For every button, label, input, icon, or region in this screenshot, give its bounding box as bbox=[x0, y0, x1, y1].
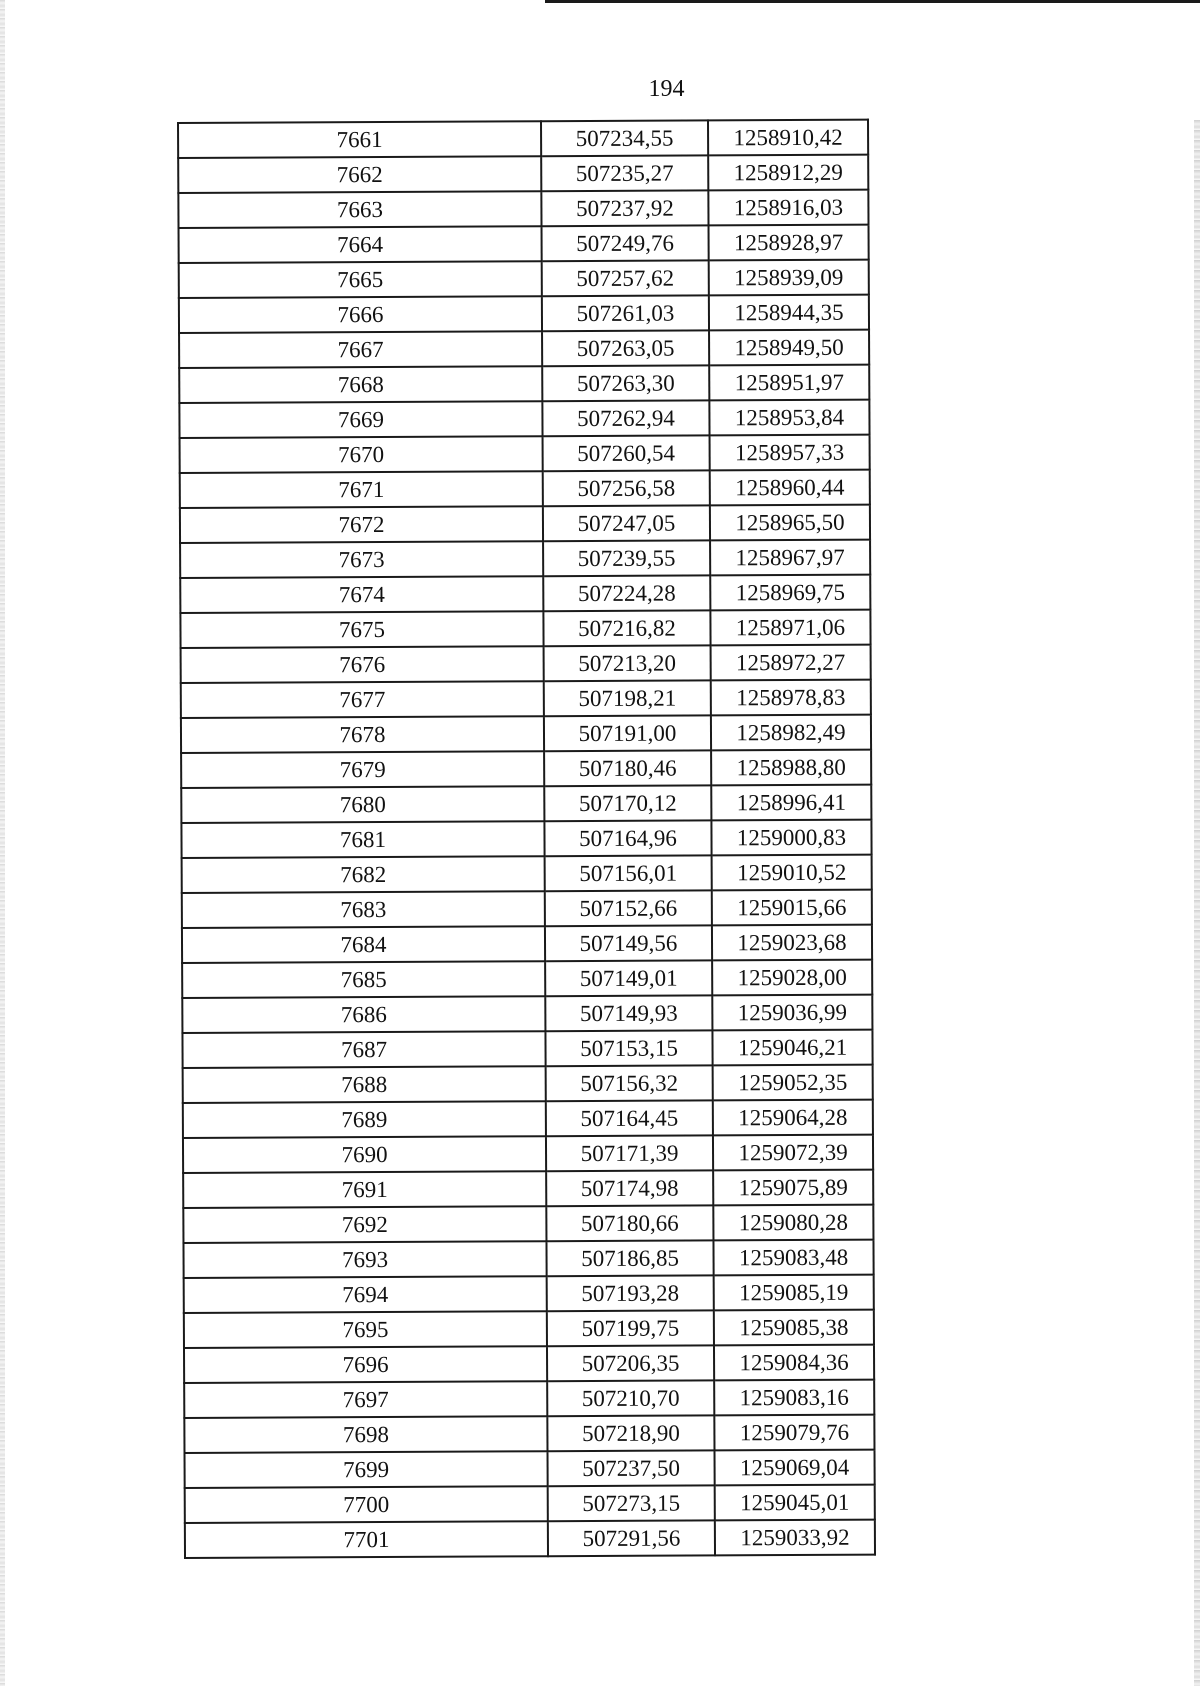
point-number-cell: 7677 bbox=[181, 681, 544, 718]
point-number-cell: 7668 bbox=[179, 366, 542, 403]
table-row bbox=[182, 1030, 872, 1068]
point-number-cell: 7673 bbox=[180, 541, 543, 578]
point-number-cell: 7695 bbox=[184, 1311, 547, 1348]
x-coordinate-cell: 507198,21 bbox=[544, 680, 711, 716]
y-coordinate-cell: 1259075,89 bbox=[713, 1170, 873, 1206]
point-number-cell: 7697 bbox=[184, 1381, 547, 1418]
table-row bbox=[185, 1520, 875, 1558]
table-row bbox=[183, 1100, 873, 1138]
point-number-cell: 7701 bbox=[185, 1521, 548, 1558]
y-coordinate-cell: 1259080,28 bbox=[713, 1205, 873, 1241]
point-number-cell: 7685 bbox=[182, 961, 545, 998]
y-coordinate-cell: 1259036,99 bbox=[712, 995, 872, 1031]
y-coordinate-cell: 1259069,04 bbox=[714, 1450, 874, 1486]
point-number-cell: 7682 bbox=[182, 856, 545, 893]
x-coordinate-cell: 507171,39 bbox=[546, 1135, 713, 1171]
table-row bbox=[184, 1275, 874, 1313]
table-row bbox=[181, 680, 871, 718]
x-coordinate-cell: 507216,82 bbox=[543, 610, 710, 646]
y-coordinate-cell: 1258910,42 bbox=[708, 120, 868, 156]
table-row bbox=[179, 330, 869, 368]
table-row bbox=[180, 470, 870, 508]
x-coordinate-cell: 507237,92 bbox=[541, 190, 708, 226]
x-coordinate-cell: 507210,70 bbox=[547, 1380, 714, 1416]
point-number-cell: 7663 bbox=[178, 191, 541, 228]
point-number-cell: 7690 bbox=[183, 1136, 546, 1173]
y-coordinate-cell: 1259033,92 bbox=[715, 1520, 875, 1556]
point-number-cell: 7698 bbox=[184, 1416, 547, 1453]
table-row bbox=[180, 505, 870, 543]
table-row bbox=[184, 1310, 874, 1348]
point-number-cell: 7667 bbox=[179, 331, 542, 368]
y-coordinate-cell: 1258939,09 bbox=[709, 260, 869, 296]
point-number-cell: 7674 bbox=[180, 576, 543, 613]
x-coordinate-cell: 507257,62 bbox=[542, 260, 709, 296]
table-row bbox=[179, 295, 869, 333]
x-coordinate-cell: 507262,94 bbox=[542, 400, 709, 436]
table-row bbox=[178, 190, 868, 228]
y-coordinate-cell: 1259083,48 bbox=[713, 1240, 873, 1276]
x-coordinate-cell: 507156,32 bbox=[546, 1065, 713, 1101]
y-coordinate-cell: 1258944,35 bbox=[709, 295, 869, 331]
point-number-cell: 7699 bbox=[185, 1451, 548, 1488]
table-row bbox=[178, 120, 868, 158]
table-row bbox=[180, 540, 870, 578]
y-coordinate-cell: 1258928,97 bbox=[709, 225, 869, 261]
y-coordinate-cell: 1259015,66 bbox=[712, 890, 872, 926]
x-coordinate-cell: 507218,90 bbox=[547, 1415, 714, 1451]
table-row bbox=[179, 365, 869, 403]
point-number-cell: 7679 bbox=[181, 751, 544, 788]
point-number-cell: 7676 bbox=[181, 646, 544, 683]
y-coordinate-cell: 1258965,50 bbox=[710, 505, 870, 541]
y-coordinate-cell: 1258953,84 bbox=[709, 400, 869, 436]
y-coordinate-cell: 1258960,44 bbox=[710, 470, 870, 506]
y-coordinate-cell: 1259000,83 bbox=[711, 820, 871, 856]
x-coordinate-cell: 507180,46 bbox=[544, 750, 711, 786]
point-number-cell: 7696 bbox=[184, 1346, 547, 1383]
y-coordinate-cell: 1259023,68 bbox=[712, 925, 872, 961]
table-row bbox=[181, 785, 871, 823]
table-row bbox=[184, 1345, 874, 1383]
table-row bbox=[182, 855, 872, 893]
point-number-cell: 7686 bbox=[182, 996, 545, 1033]
x-coordinate-cell: 507156,01 bbox=[545, 855, 712, 891]
table-row bbox=[185, 1485, 875, 1523]
point-number-cell: 7664 bbox=[179, 226, 542, 263]
table-row bbox=[183, 1240, 873, 1278]
table-row bbox=[181, 645, 871, 683]
x-coordinate-cell: 507247,05 bbox=[543, 505, 710, 541]
y-coordinate-cell: 1259010,52 bbox=[712, 855, 872, 891]
point-number-cell: 7672 bbox=[180, 506, 543, 543]
point-number-cell: 7684 bbox=[182, 926, 545, 963]
x-coordinate-cell: 507263,30 bbox=[542, 365, 709, 401]
table-row bbox=[179, 225, 869, 263]
table-row bbox=[185, 1450, 875, 1488]
x-coordinate-cell: 507224,28 bbox=[543, 575, 710, 611]
point-number-cell: 7681 bbox=[181, 821, 544, 858]
y-coordinate-cell: 1258949,50 bbox=[709, 330, 869, 366]
y-coordinate-cell: 1258957,33 bbox=[710, 435, 870, 471]
x-coordinate-cell: 507273,15 bbox=[548, 1485, 715, 1521]
table-row bbox=[183, 1135, 873, 1173]
table-row bbox=[181, 750, 871, 788]
table-row bbox=[178, 155, 868, 193]
y-coordinate-cell: 1259045,01 bbox=[715, 1485, 875, 1521]
y-coordinate-cell: 1258912,29 bbox=[708, 155, 868, 191]
point-number-cell: 7694 bbox=[184, 1276, 547, 1313]
x-coordinate-cell: 507149,01 bbox=[545, 960, 712, 996]
y-coordinate-cell: 1259083,16 bbox=[714, 1380, 874, 1416]
y-coordinate-cell: 1258967,97 bbox=[710, 540, 870, 576]
y-coordinate-cell: 1258996,41 bbox=[711, 785, 871, 821]
x-coordinate-cell: 507153,15 bbox=[545, 1030, 712, 1066]
x-coordinate-cell: 507237,50 bbox=[548, 1450, 715, 1486]
x-coordinate-cell: 507174,98 bbox=[546, 1170, 713, 1206]
x-coordinate-cell: 507149,56 bbox=[545, 925, 712, 961]
table-row bbox=[180, 575, 870, 613]
y-coordinate-cell: 1259085,38 bbox=[714, 1310, 874, 1346]
table-row bbox=[184, 1380, 874, 1418]
x-coordinate-cell: 507152,66 bbox=[545, 890, 712, 926]
y-coordinate-cell: 1258951,97 bbox=[709, 365, 869, 401]
x-coordinate-cell: 507180,66 bbox=[546, 1205, 713, 1241]
table-row bbox=[182, 995, 872, 1033]
point-number-cell: 7689 bbox=[183, 1101, 546, 1138]
y-coordinate-cell: 1259084,36 bbox=[714, 1345, 874, 1381]
point-number-cell: 7665 bbox=[179, 261, 542, 298]
y-coordinate-cell: 1258971,06 bbox=[710, 610, 870, 646]
y-coordinate-cell: 1258978,83 bbox=[711, 680, 871, 716]
table-row bbox=[180, 435, 870, 473]
x-coordinate-cell: 507261,03 bbox=[542, 295, 709, 331]
x-coordinate-cell: 507206,35 bbox=[547, 1345, 714, 1381]
x-coordinate-cell: 507193,28 bbox=[547, 1275, 714, 1311]
coordinates-table-body bbox=[178, 120, 875, 1558]
y-coordinate-cell: 1259064,28 bbox=[713, 1100, 873, 1136]
table-row bbox=[182, 890, 872, 928]
x-coordinate-cell: 507149,93 bbox=[545, 995, 712, 1031]
point-number-cell: 7661 bbox=[178, 121, 541, 158]
point-number-cell: 7693 bbox=[183, 1241, 546, 1278]
top-rule bbox=[545, 0, 1200, 3]
point-number-cell: 7669 bbox=[179, 401, 542, 438]
x-coordinate-cell: 507186,85 bbox=[546, 1240, 713, 1276]
x-coordinate-cell: 507263,05 bbox=[542, 330, 709, 366]
y-coordinate-cell: 1259028,00 bbox=[712, 960, 872, 996]
table-row bbox=[182, 960, 872, 998]
x-coordinate-cell: 507164,45 bbox=[546, 1100, 713, 1136]
y-coordinate-cell: 1259085,19 bbox=[714, 1275, 874, 1311]
point-number-cell: 7700 bbox=[185, 1486, 548, 1523]
table-row bbox=[181, 715, 871, 753]
table-row bbox=[183, 1170, 873, 1208]
point-number-cell: 7666 bbox=[179, 296, 542, 333]
point-number-cell: 7687 bbox=[182, 1031, 545, 1068]
table-row bbox=[183, 1205, 873, 1243]
x-coordinate-cell: 507239,55 bbox=[543, 540, 710, 576]
page-number: 194 bbox=[648, 76, 685, 102]
scan-edge-right bbox=[1194, 120, 1200, 1686]
x-coordinate-cell: 507235,27 bbox=[541, 155, 708, 191]
x-coordinate-cell: 507170,12 bbox=[544, 785, 711, 821]
table-row bbox=[184, 1415, 874, 1453]
x-coordinate-cell: 507191,00 bbox=[544, 715, 711, 751]
table-row bbox=[180, 610, 870, 648]
y-coordinate-cell: 1259072,39 bbox=[713, 1135, 873, 1171]
y-coordinate-cell: 1258988,80 bbox=[711, 750, 871, 786]
x-coordinate-cell: 507260,54 bbox=[543, 435, 710, 471]
x-coordinate-cell: 507249,76 bbox=[542, 225, 709, 261]
point-number-cell: 7680 bbox=[181, 786, 544, 823]
x-coordinate-cell: 507291,56 bbox=[548, 1520, 715, 1556]
x-coordinate-cell: 507213,20 bbox=[544, 645, 711, 681]
point-number-cell: 7670 bbox=[180, 436, 543, 473]
x-coordinate-cell: 507199,75 bbox=[547, 1310, 714, 1346]
y-coordinate-cell: 1259052,35 bbox=[713, 1065, 873, 1101]
point-number-cell: 7662 bbox=[178, 156, 541, 193]
table-row bbox=[183, 1065, 873, 1103]
y-coordinate-cell: 1259079,76 bbox=[714, 1415, 874, 1451]
table-row bbox=[181, 820, 871, 858]
table-row bbox=[179, 400, 869, 438]
y-coordinate-cell: 1258972,27 bbox=[711, 645, 871, 681]
y-coordinate-cell: 1259046,21 bbox=[712, 1030, 872, 1066]
point-number-cell: 7691 bbox=[183, 1171, 546, 1208]
x-coordinate-cell: 507256,58 bbox=[543, 470, 710, 506]
point-number-cell: 7671 bbox=[180, 471, 543, 508]
point-number-cell: 7688 bbox=[183, 1066, 546, 1103]
point-number-cell: 7675 bbox=[180, 611, 543, 648]
table-row bbox=[179, 260, 869, 298]
x-coordinate-cell: 507234,55 bbox=[541, 120, 708, 156]
point-number-cell: 7692 bbox=[183, 1206, 546, 1243]
table-row bbox=[182, 925, 872, 963]
y-coordinate-cell: 1258982,49 bbox=[711, 715, 871, 751]
point-number-cell: 7683 bbox=[182, 891, 545, 928]
y-coordinate-cell: 1258969,75 bbox=[710, 575, 870, 611]
y-coordinate-cell: 1258916,03 bbox=[708, 190, 868, 226]
scan-edge-left bbox=[0, 0, 5, 1686]
x-coordinate-cell: 507164,96 bbox=[544, 820, 711, 856]
coordinates-table bbox=[177, 119, 876, 1559]
point-number-cell: 7678 bbox=[181, 716, 544, 753]
